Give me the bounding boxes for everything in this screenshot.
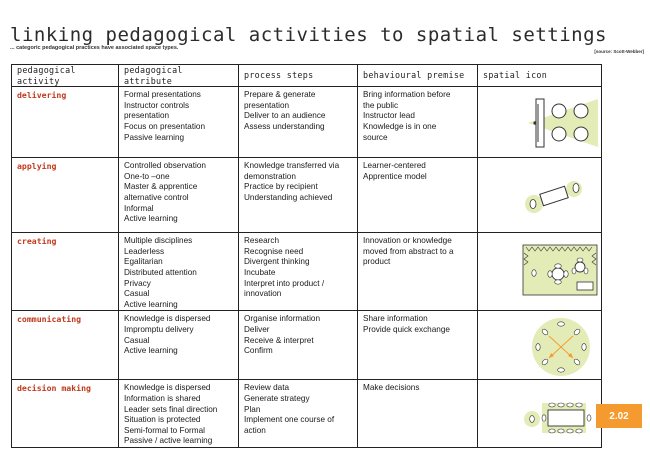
premise-cell <box>358 233 478 311</box>
process-cell <box>239 87 358 158</box>
applying-layout-icon <box>478 158 602 233</box>
header-process: process steps <box>239 65 358 87</box>
table-row <box>12 380 602 448</box>
attribute-cell <box>119 311 239 380</box>
cell-line: Semi-formal to Formal <box>124 425 205 435</box>
header-activity: pedagogical activity <box>12 65 119 87</box>
cell-line: Understanding achieved <box>244 192 333 202</box>
cell-line: Interpret into product / <box>244 278 325 288</box>
premise-cell <box>358 311 478 380</box>
page-title: linking pedagogical activities to spatial settings <box>10 24 607 46</box>
cell-line: Recognise need <box>244 246 304 256</box>
cell-line: Implement one course of <box>244 415 335 425</box>
cell-line: Impromptu delivery <box>124 324 194 334</box>
cell-line: Active learning <box>124 299 178 309</box>
cell-line: Casual <box>124 289 150 299</box>
cell-line: Formal presentations <box>124 90 201 100</box>
cell-line: Master & apprentice <box>124 182 198 192</box>
cell-line: the public <box>363 100 399 110</box>
cell-line: Learner-centered <box>363 161 426 171</box>
cell-line: presentation <box>244 100 290 110</box>
activity-label: creating <box>12 233 119 311</box>
cell-line: Egalitarian <box>124 257 163 267</box>
cell-line: Make decisions <box>363 383 420 393</box>
cell-line: Situation is protected <box>124 415 201 425</box>
cell-line: action <box>244 425 266 435</box>
cell-line: Incubate <box>244 267 276 277</box>
cell-line: demonstration <box>244 171 296 181</box>
header-premise: behavioural premise <box>358 65 478 87</box>
decision-making-layout-icon <box>478 380 602 448</box>
cell-line: Plan <box>244 404 261 414</box>
cell-line: Knowledge is in one <box>363 121 437 131</box>
cell-line: Informal <box>124 203 154 213</box>
premise-cell <box>358 380 478 448</box>
cell-line: Privacy <box>124 278 151 288</box>
page-subtitle: ... categoric pedagogical practices have associated space types. <box>10 45 179 51</box>
communicating-layout-icon <box>478 311 602 380</box>
activity-label: communicating <box>12 311 119 380</box>
cell-line: product <box>363 257 391 267</box>
cell-line: alternative control <box>124 192 189 202</box>
cell-line: Deliver <box>244 324 270 334</box>
cell-line: Deliver to an audience <box>244 111 326 121</box>
cell-line: Provide quick exchange <box>363 324 450 334</box>
cell-line: innovation <box>244 289 282 299</box>
cell-line: Multiple disciplines <box>124 236 193 246</box>
activity-label: decision making <box>12 380 119 448</box>
cell-line: Generate strategy <box>244 393 310 403</box>
cell-line: Active learning <box>124 214 178 224</box>
cell-line: Divergent thinking <box>244 257 310 267</box>
cell-line: Prepare & generate <box>244 90 316 100</box>
cell-line: Knowledge is dispersed <box>124 383 211 393</box>
header-attribute: pedagogical attribute <box>119 65 239 87</box>
process-cell <box>239 158 358 233</box>
cell-line: source <box>363 132 388 142</box>
creating-layout-icon <box>478 233 602 311</box>
cell-line: Review data <box>244 383 290 393</box>
table-row <box>12 233 602 311</box>
cell-line: Active learning <box>124 346 178 356</box>
cell-line: Instructor controls <box>124 100 190 110</box>
cell-line: Knowledge is dispersed <box>124 314 211 324</box>
cell-line: Leaderless <box>124 246 165 256</box>
activities-table <box>11 64 602 448</box>
cell-line: Innovation or knowledge <box>363 236 452 246</box>
attribute-cell <box>119 380 239 448</box>
cell-line: Controlled observation <box>124 161 206 171</box>
cell-line: Confirm <box>244 346 273 356</box>
process-cell <box>239 233 358 311</box>
table-row <box>12 311 602 380</box>
cell-line: Leader sets final direction <box>124 404 218 414</box>
cell-line: moved from abstract to a <box>363 246 454 256</box>
cell-line: Apprentice model <box>363 171 427 181</box>
attribute-cell <box>119 158 239 233</box>
premise-cell <box>358 87 478 158</box>
cell-line: Casual <box>124 335 150 345</box>
cell-line: Receive & interpret <box>244 335 314 345</box>
cell-line: Focus on presentation <box>124 121 206 131</box>
cell-line: Instructor lead <box>363 111 415 121</box>
delivering-layout-icon <box>478 87 602 158</box>
cell-line: One-to –one <box>124 171 170 181</box>
cell-line: Organise information <box>244 314 320 324</box>
page-number-badge: 2.02 <box>596 404 642 428</box>
cell-line: Passive / active learning <box>124 436 213 446</box>
cell-line: Passive learning <box>124 132 185 142</box>
header-icon: spatial icon <box>478 65 602 87</box>
cell-line: Distributed attention <box>124 267 197 277</box>
activity-label: delivering <box>12 87 119 158</box>
attribute-cell <box>119 87 239 158</box>
cell-line: Information is shared <box>124 393 201 403</box>
cell-line: presentation <box>124 111 170 121</box>
premise-cell <box>358 158 478 233</box>
table-row <box>12 158 602 233</box>
process-cell <box>239 380 358 448</box>
activity-label: applying <box>12 158 119 233</box>
table-header-row <box>12 65 602 87</box>
cell-line: Research <box>244 236 280 246</box>
cell-line: Bring information before <box>363 90 451 100</box>
attribute-cell <box>119 233 239 311</box>
process-cell <box>239 311 358 380</box>
source-note: [source: Scott-Webber] <box>594 49 644 54</box>
cell-line: Assess understanding <box>244 121 325 131</box>
cell-line: Share information <box>363 314 428 324</box>
cell-line: Knowledge transferred via <box>244 161 340 171</box>
cell-line: Practice by recipient <box>244 182 318 192</box>
table-row <box>12 87 602 158</box>
